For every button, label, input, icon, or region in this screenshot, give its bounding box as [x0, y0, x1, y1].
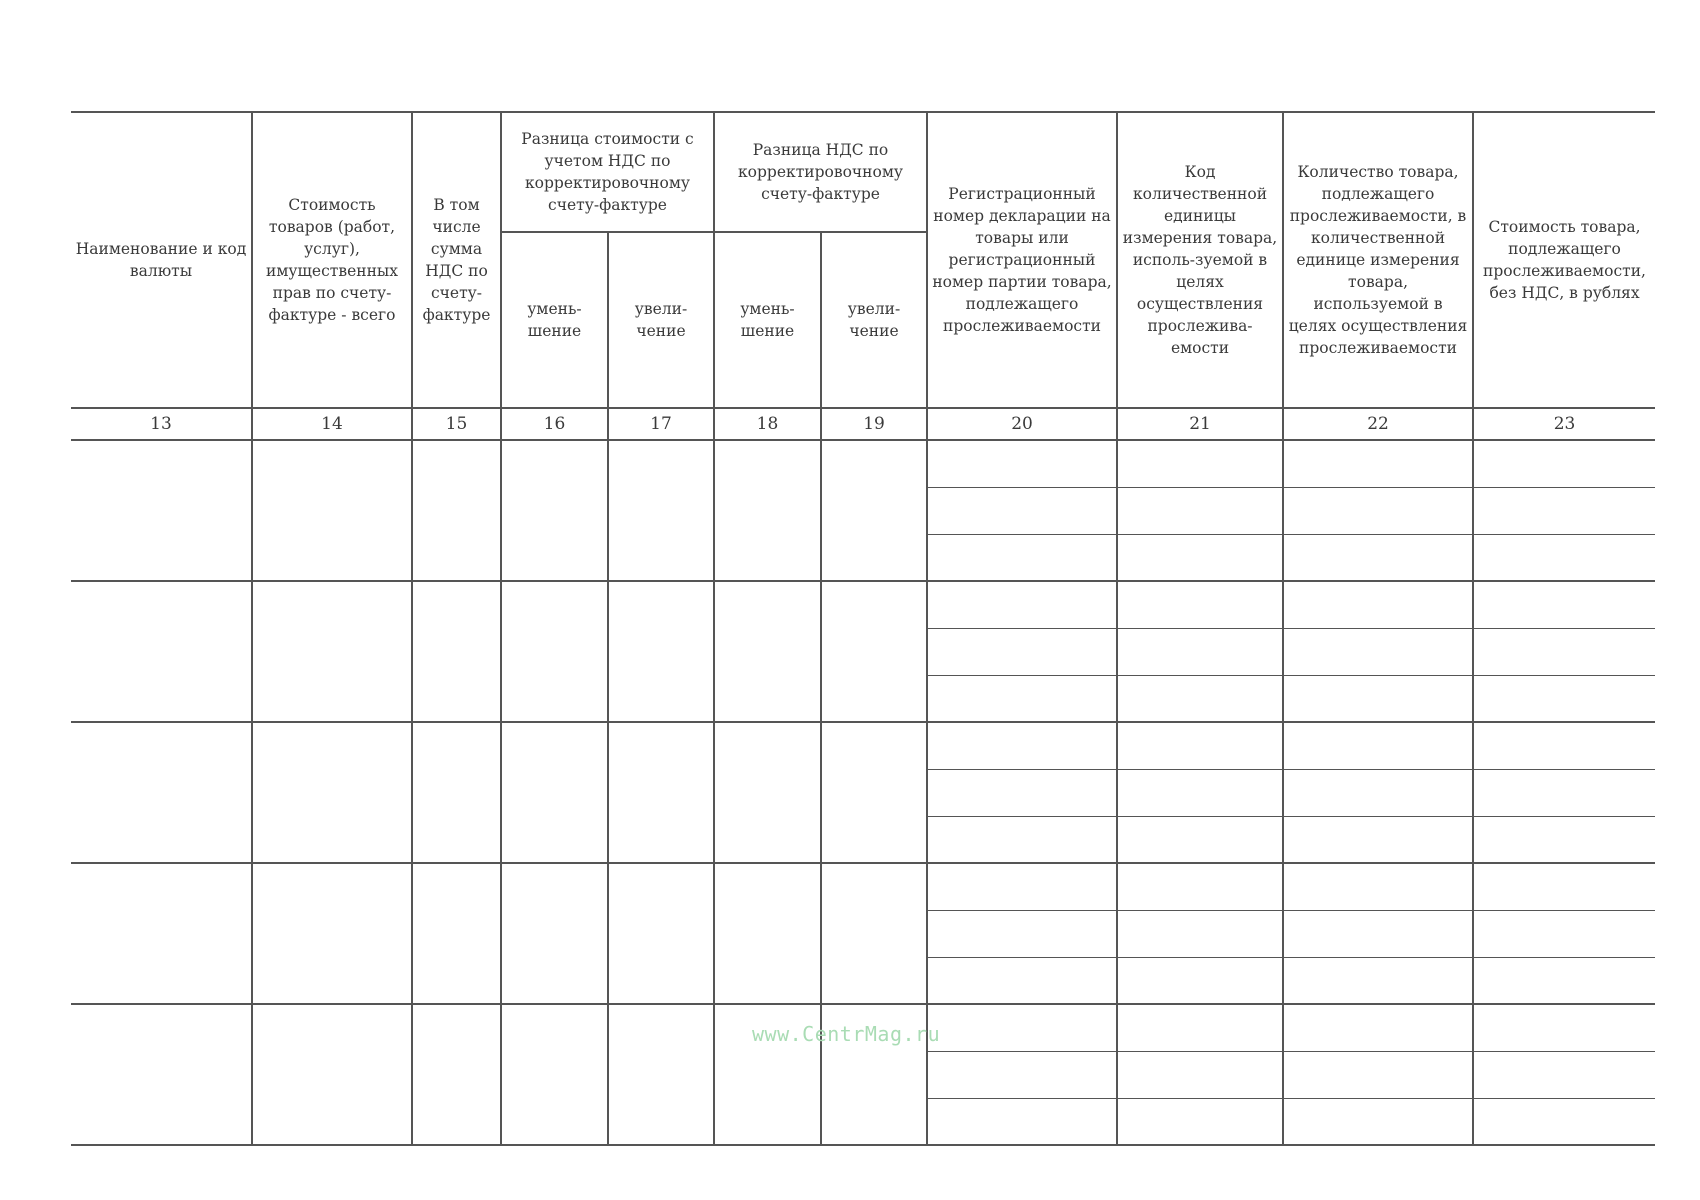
entry-cell[interactable] [252, 722, 412, 863]
column-number: 13 [71, 408, 252, 440]
traceability-cell[interactable] [927, 581, 1117, 628]
traceability-cell[interactable] [1283, 440, 1473, 487]
traceability-cell[interactable] [1283, 1051, 1473, 1098]
traceability-cell[interactable] [927, 440, 1117, 487]
traceability-cell[interactable] [1473, 1051, 1655, 1098]
entry-cell[interactable] [821, 581, 927, 722]
traceability-cell[interactable] [1473, 769, 1655, 816]
watermark: www.CentrMag.ru [752, 1022, 941, 1046]
column-number: 22 [1283, 408, 1473, 440]
entry-cell[interactable] [252, 1004, 412, 1145]
column-numbers-row [71, 408, 1655, 440]
header-col-16: умень-шение [501, 232, 608, 408]
traceability-cell[interactable] [1117, 957, 1283, 1004]
entry-cell[interactable] [501, 440, 608, 581]
traceability-cell[interactable] [1283, 769, 1473, 816]
entry-cell[interactable] [501, 1004, 608, 1145]
table-row [71, 440, 1655, 487]
table-row [71, 863, 1655, 910]
entry-cell[interactable] [252, 581, 412, 722]
traceability-cell[interactable] [927, 1098, 1117, 1145]
traceability-cell[interactable] [927, 1004, 1117, 1051]
traceability-cell[interactable] [1283, 957, 1473, 1004]
entry-cell[interactable] [608, 440, 714, 581]
entry-cell[interactable] [821, 440, 927, 581]
traceability-cell[interactable] [1117, 769, 1283, 816]
traceability-cell[interactable] [1117, 487, 1283, 534]
header-col-13: Наименование и код валюты [71, 112, 252, 408]
header-col-15: В том числе сумма НДС по счету-фактуре [412, 112, 501, 408]
traceability-cell[interactable] [1117, 722, 1283, 769]
header-col-19: увели-чение [821, 232, 927, 408]
traceability-cell[interactable] [1283, 487, 1473, 534]
traceability-cell[interactable] [1117, 816, 1283, 863]
traceability-cell[interactable] [927, 675, 1117, 722]
traceability-cell[interactable] [1283, 1004, 1473, 1051]
traceability-cell[interactable] [927, 816, 1117, 863]
entry-cell[interactable] [412, 1004, 501, 1145]
entry-cell[interactable] [714, 863, 821, 1004]
entry-cell[interactable] [608, 722, 714, 863]
traceability-cell[interactable] [927, 863, 1117, 910]
traceability-cell[interactable] [1117, 675, 1283, 722]
entry-cell[interactable] [71, 863, 252, 1004]
traceability-cell[interactable] [1117, 581, 1283, 628]
traceability-cell[interactable] [1473, 440, 1655, 487]
traceability-cell[interactable] [1473, 816, 1655, 863]
traceability-cell[interactable] [927, 722, 1117, 769]
entry-cell[interactable] [608, 1004, 714, 1145]
column-number: 14 [252, 408, 412, 440]
column-number: 19 [821, 408, 927, 440]
traceability-cell[interactable] [1117, 863, 1283, 910]
traceability-cell[interactable] [927, 487, 1117, 534]
traceability-cell[interactable] [1283, 910, 1473, 957]
header-col-23: Стоимость товара, подлежащего прослеживаемости, без НДС, в рублях [1473, 112, 1655, 408]
traceability-cell[interactable] [1473, 675, 1655, 722]
traceability-cell[interactable] [927, 628, 1117, 675]
column-number: 21 [1117, 408, 1283, 440]
traceability-cell[interactable] [1473, 957, 1655, 1004]
header-col-20: Регистрационный номер декларации на товары или регистрационный номер партии товара, подлежащего прослеживаемости [927, 112, 1117, 408]
traceability-cell[interactable] [927, 957, 1117, 1004]
traceability-cell[interactable] [1283, 581, 1473, 628]
invoice-form-table [71, 111, 1655, 1146]
traceability-cell[interactable] [1117, 440, 1283, 487]
column-number: 15 [412, 408, 501, 440]
traceability-cell[interactable] [927, 910, 1117, 957]
entry-cell[interactable] [412, 722, 501, 863]
entry-cell[interactable] [71, 440, 252, 581]
entry-cell[interactable] [501, 581, 608, 722]
entry-cell[interactable] [412, 440, 501, 581]
traceability-cell[interactable] [927, 1051, 1117, 1098]
entry-cell[interactable] [714, 581, 821, 722]
entry-cell[interactable] [412, 863, 501, 1004]
entry-cell[interactable] [252, 440, 412, 581]
entry-cell[interactable] [608, 863, 714, 1004]
header-group-vat-difference: Разница НДС по корректировочному счету-фактуре [714, 112, 927, 232]
traceability-cell[interactable] [1473, 910, 1655, 957]
entry-cell[interactable] [501, 722, 608, 863]
header-col-21: Код количественной единицы измерения товара, исполь-зуемой в целях осуществления прослежива-емости [1117, 112, 1283, 408]
traceability-cell[interactable] [1283, 675, 1473, 722]
column-number: 20 [927, 408, 1117, 440]
traceability-cell[interactable] [1283, 722, 1473, 769]
traceability-cell[interactable] [1473, 863, 1655, 910]
header-col-22: Количество товара, подлежащего прослеживаемости, в количественной единице измерения товара, используемой в целях осуществления прослеживаемости [1283, 112, 1473, 408]
traceability-cell[interactable] [1117, 1004, 1283, 1051]
entry-cell[interactable] [71, 581, 252, 722]
traceability-cell[interactable] [927, 534, 1117, 581]
traceability-cell[interactable] [1473, 487, 1655, 534]
traceability-cell[interactable] [1117, 1098, 1283, 1145]
entry-cell[interactable] [71, 1004, 252, 1145]
traceability-cell[interactable] [1473, 628, 1655, 675]
header-col-14: Стоимость товаров (работ, услуг), имущественных прав по счету-фактуре - всего [252, 112, 412, 408]
header-group-cost-difference: Разница стоимости с учетом НДС по корректировочному счету-фактуре [501, 112, 714, 232]
column-number: 23 [1473, 408, 1655, 440]
table-row [71, 581, 1655, 628]
entry-cell[interactable] [714, 722, 821, 863]
traceability-cell[interactable] [1473, 1098, 1655, 1145]
table-row [71, 722, 1655, 769]
entry-cell[interactable] [252, 863, 412, 1004]
column-number: 17 [608, 408, 714, 440]
traceability-cell[interactable] [1283, 863, 1473, 910]
entry-cell[interactable] [412, 581, 501, 722]
traceability-cell[interactable] [927, 769, 1117, 816]
entry-cell[interactable] [71, 722, 252, 863]
entry-cell[interactable] [821, 722, 927, 863]
header-col-18: умень-шение [714, 232, 821, 408]
traceability-cell[interactable] [1117, 1051, 1283, 1098]
traceability-cell[interactable] [1473, 534, 1655, 581]
traceability-cell[interactable] [1283, 816, 1473, 863]
traceability-cell[interactable] [1117, 910, 1283, 957]
traceability-cell[interactable] [1117, 628, 1283, 675]
entry-cell[interactable] [714, 440, 821, 581]
entry-cell[interactable] [821, 863, 927, 1004]
entry-cell[interactable] [608, 581, 714, 722]
traceability-cell[interactable] [1283, 628, 1473, 675]
column-number: 18 [714, 408, 821, 440]
traceability-cell[interactable] [1473, 722, 1655, 769]
traceability-cell[interactable] [1473, 1004, 1655, 1051]
entry-cell[interactable] [501, 863, 608, 1004]
column-number: 16 [501, 408, 608, 440]
header-col-17: увели-чение [608, 232, 714, 408]
traceability-cell[interactable] [1283, 1098, 1473, 1145]
traceability-cell[interactable] [1283, 534, 1473, 581]
traceability-cell[interactable] [1473, 581, 1655, 628]
traceability-cell[interactable] [1117, 534, 1283, 581]
